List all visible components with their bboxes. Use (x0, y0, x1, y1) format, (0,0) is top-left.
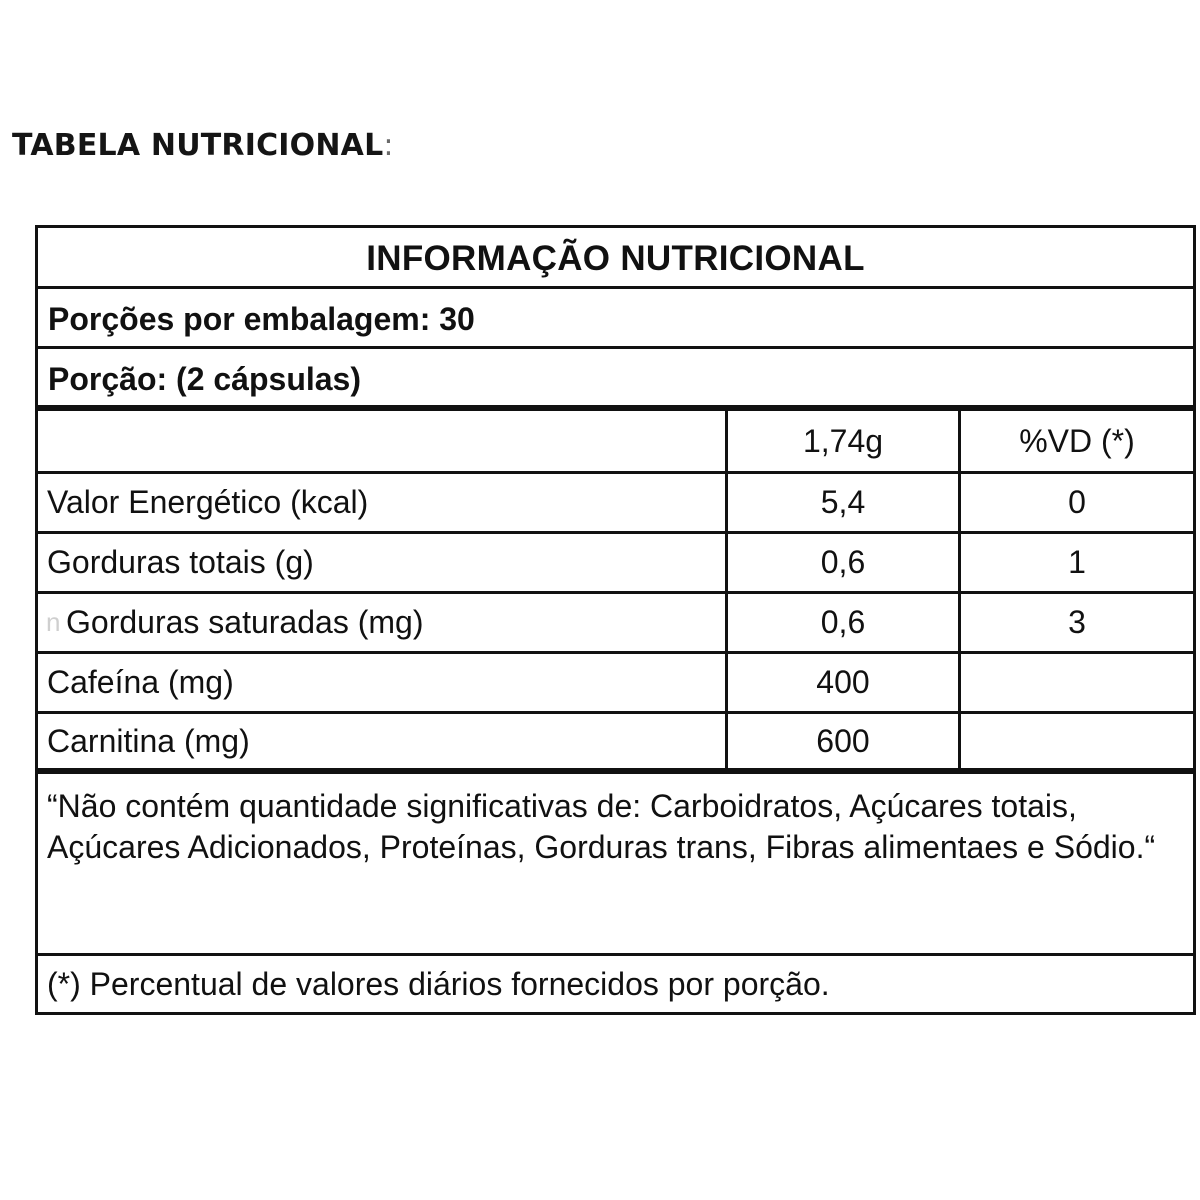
nutrient-label: Carnitina (mg) (38, 714, 728, 768)
notes-row (38, 774, 1193, 956)
nutrient-daily-value: 3 (1068, 604, 1086, 640)
table-row (38, 654, 1193, 714)
nutrient-amount: 0,6 (728, 594, 961, 651)
nutrient-label: Gorduras totais (g) (38, 534, 728, 591)
servings-per-package: Porções por embalagem: 30 (48, 301, 475, 337)
column-header-label (38, 411, 728, 471)
table-title-row (38, 228, 1193, 289)
table-row (38, 474, 1193, 534)
serving-size: Porção: (2 cápsulas) (48, 360, 361, 397)
page-heading (12, 128, 394, 163)
nutrient-daily-value: 0 (1068, 484, 1086, 520)
servings-row (38, 289, 1193, 349)
notes-text: “Não contém quantidade significativas de: Carboidratos, Açúcares totais, Açúcares Adicionados, Proteínas, Gorduras trans, Fibras alimentaes e Sódio.“ (47, 788, 1156, 865)
nutrient-label: Gorduras saturadas (mg) (66, 604, 424, 640)
nutrient-label: Valor Energético (kcal) (38, 474, 728, 531)
serving-size-row (38, 349, 1193, 411)
footnote-text: (*) Percentual de valores diários fornecidos por porção. (47, 965, 830, 1002)
nutrient-amount: 0,6 (728, 534, 961, 591)
table-row (38, 594, 1193, 654)
column-header-daily-value: %VD (*) (1019, 422, 1135, 459)
table-row (38, 534, 1193, 594)
nutrient-amount: 400 (728, 654, 961, 711)
column-header-amount: 1,74g (728, 411, 961, 471)
page-heading-text: TABELA NUTRICIONAL (12, 128, 384, 163)
nutrient-daily-value (961, 714, 1193, 768)
nutrition-table (35, 225, 1196, 1015)
nutrient-amount: 600 (728, 714, 961, 768)
table-row (38, 714, 1193, 774)
column-header-row (38, 411, 1193, 474)
nutrient-daily-value (961, 654, 1193, 711)
table-title: INFORMAÇÃO NUTRICIONAL (366, 239, 865, 278)
nutrient-daily-value: 1 (1068, 544, 1086, 580)
footnote-row (38, 956, 1193, 1012)
nutrient-amount: 5,4 (728, 474, 961, 531)
nutrient-label-cell (38, 594, 728, 651)
page-heading-colon: : (383, 128, 394, 163)
nutrient-label: Cafeína (mg) (38, 654, 728, 711)
indent-mark: n (46, 607, 61, 637)
